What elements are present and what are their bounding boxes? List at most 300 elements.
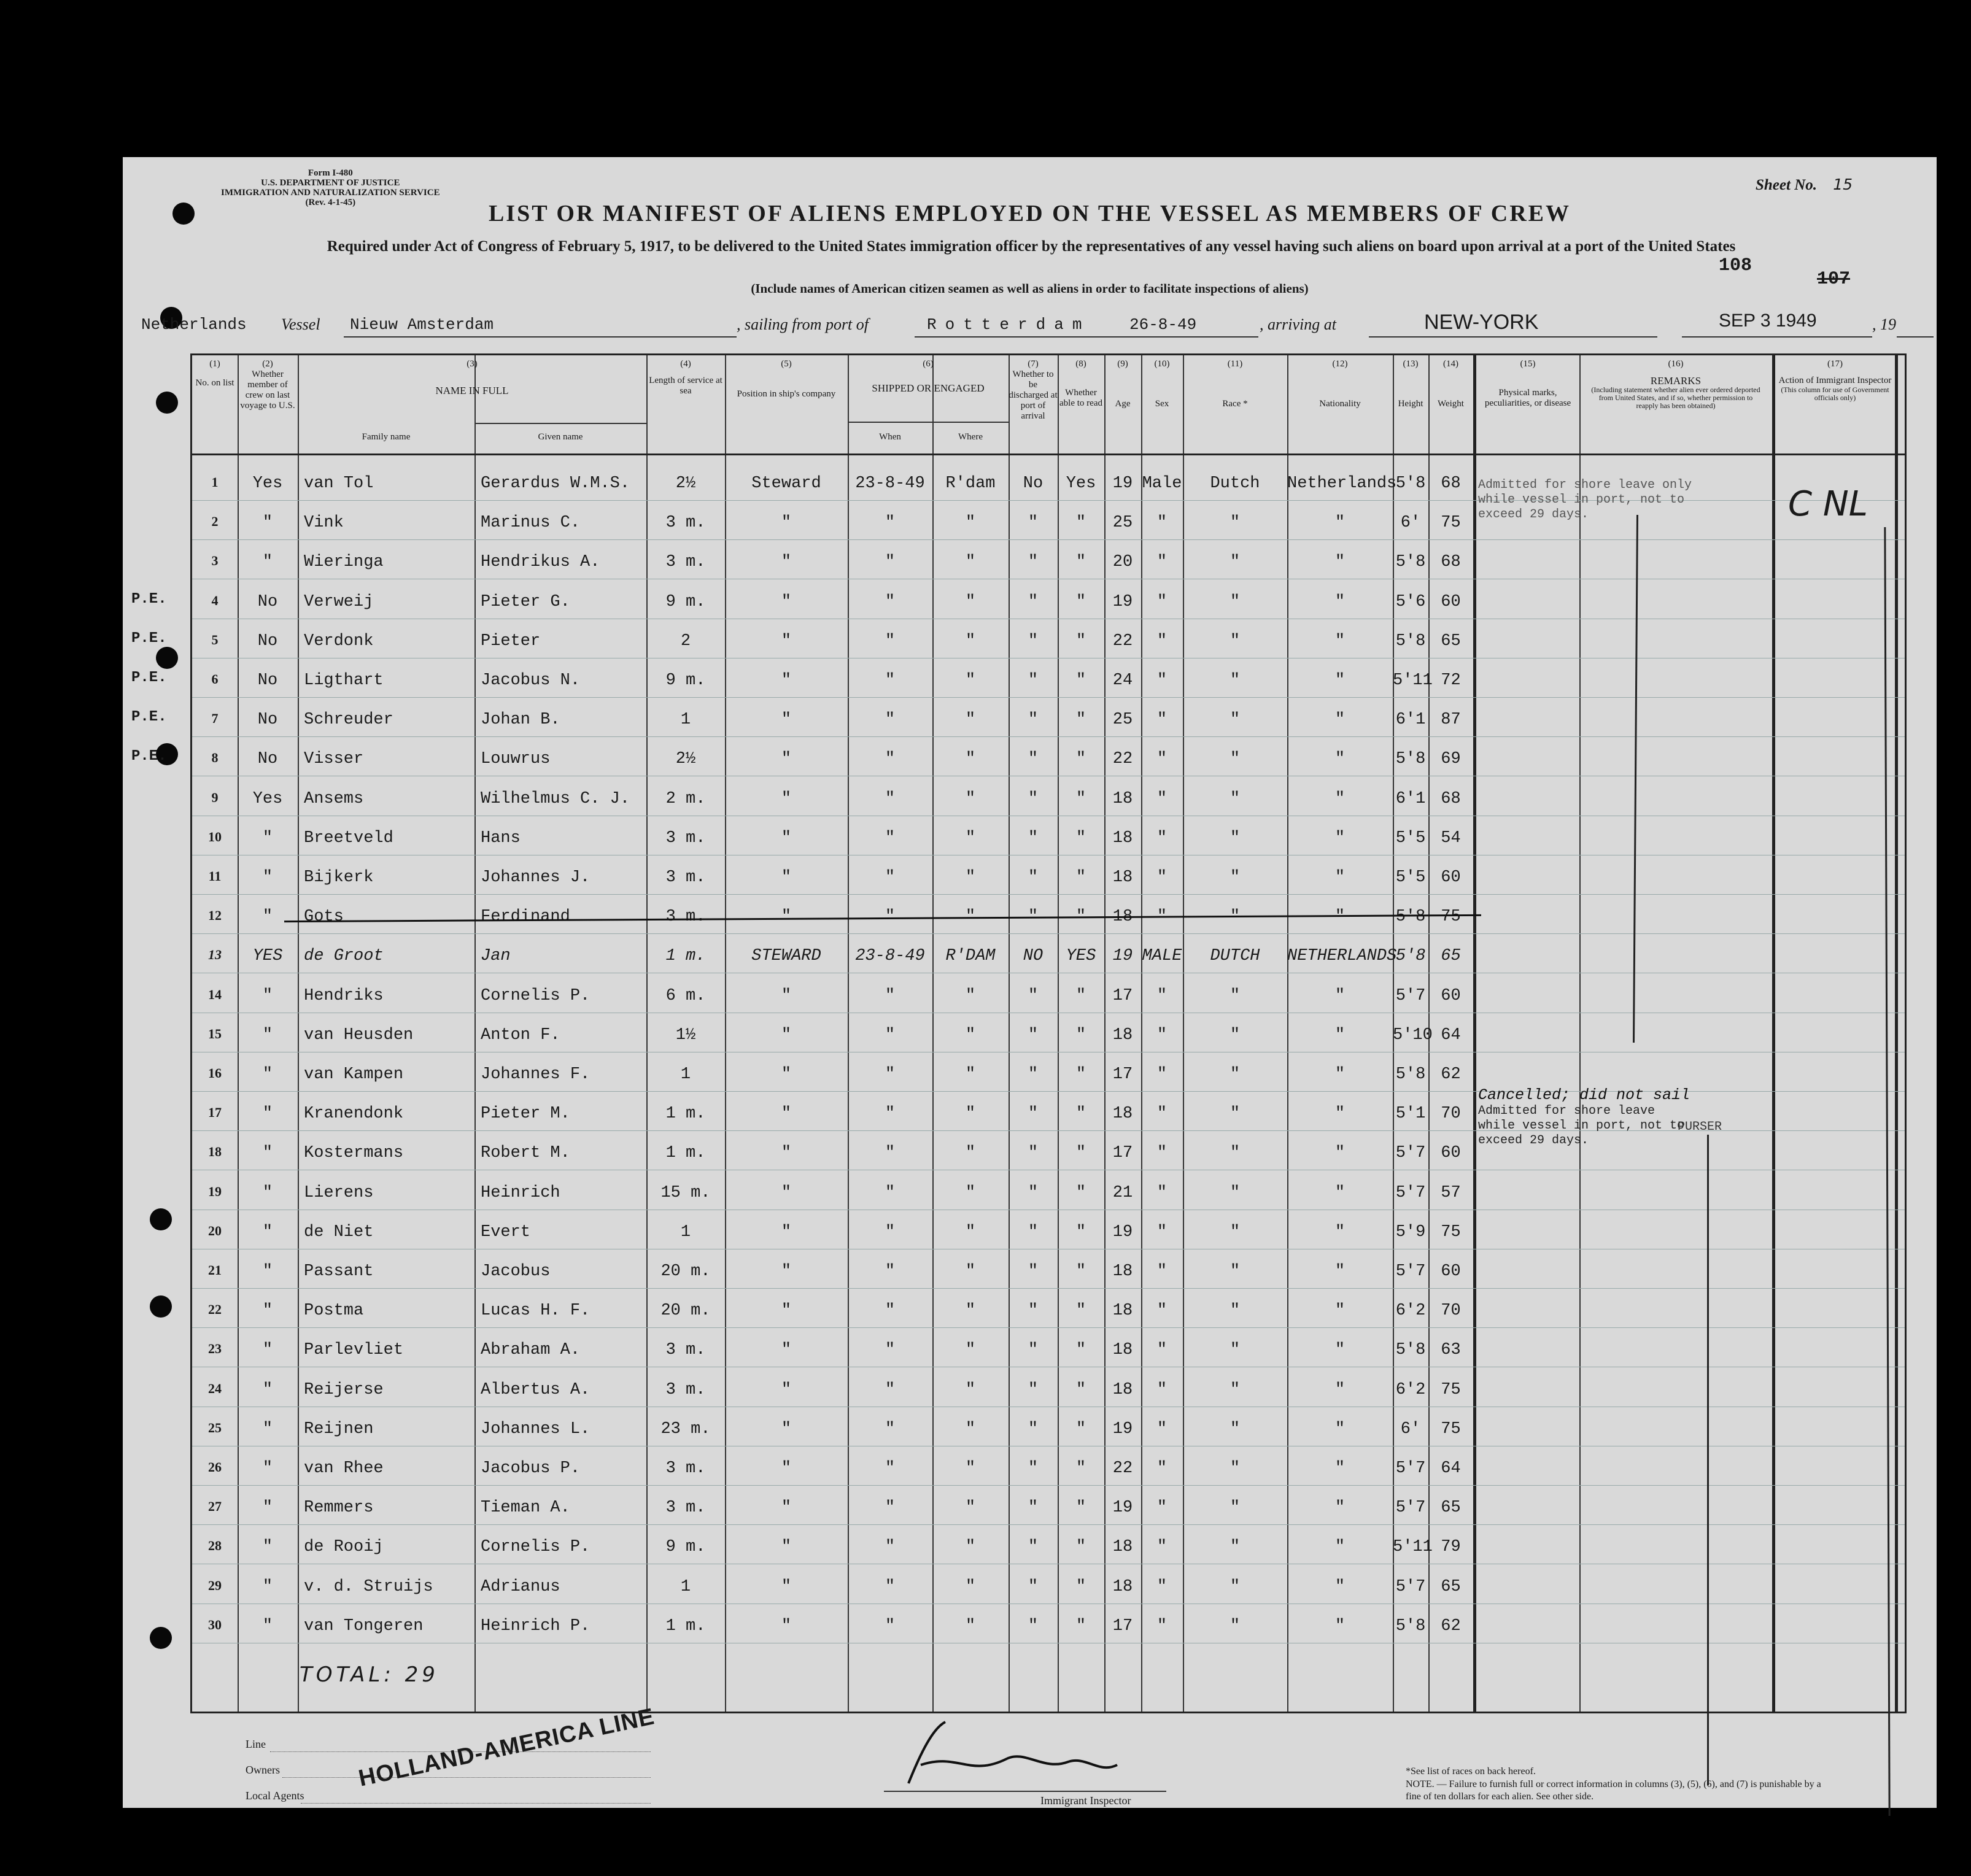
cell-discharged: " bbox=[1028, 868, 1039, 887]
form-number: Form I-480 bbox=[308, 168, 353, 178]
cell-nationality: " bbox=[1334, 868, 1346, 887]
table-row bbox=[192, 621, 1905, 660]
cell-sex: " bbox=[1156, 1262, 1167, 1281]
cell-when: " bbox=[885, 1105, 896, 1124]
cell-weight: 75 bbox=[1441, 1380, 1461, 1399]
cell-family: de Rooij bbox=[304, 1538, 384, 1557]
cell-no: 14 bbox=[208, 986, 222, 1002]
cell-family: Kranendonk bbox=[304, 1105, 404, 1124]
cell-no: 16 bbox=[208, 1065, 222, 1081]
cell-weight: 60 bbox=[1441, 592, 1461, 611]
year-label: , 19 bbox=[1872, 315, 1896, 333]
owners-label: Owners bbox=[246, 1764, 280, 1776]
header-col2-label: Whether member of crew on last voyage to U.S. bbox=[240, 369, 295, 411]
header-col2-num: (2) bbox=[262, 359, 273, 369]
cell-no: 2 bbox=[211, 514, 219, 530]
header-col10-num: (10) bbox=[1154, 359, 1170, 369]
cell-race: " bbox=[1229, 1183, 1241, 1202]
cell-race: " bbox=[1229, 1105, 1241, 1124]
header-col14-label: Weight bbox=[1438, 399, 1464, 409]
cell-no: 18 bbox=[208, 1144, 222, 1160]
cell-discharged: " bbox=[1028, 671, 1039, 690]
cell-read: " bbox=[1075, 711, 1086, 730]
cell-weight: 60 bbox=[1441, 1144, 1461, 1163]
cell-when: " bbox=[885, 592, 896, 611]
cell-given: Hendrikus A. bbox=[481, 553, 600, 572]
cell-position: " bbox=[781, 1105, 792, 1124]
cell-nationality: Netherlands bbox=[1287, 474, 1397, 493]
cell-given: Wilhelmus C. J. bbox=[481, 789, 630, 808]
cell-discharged: " bbox=[1028, 1616, 1039, 1635]
punch-hole bbox=[156, 647, 178, 669]
cell-where: " bbox=[965, 1380, 976, 1399]
departure-date: 26-8-49 bbox=[1129, 315, 1197, 334]
arrival-date-stamp: SEP 3 1949 bbox=[1719, 311, 1817, 331]
arriving-label: , arriving at bbox=[1260, 315, 1336, 333]
cell-given: Evert bbox=[481, 1222, 531, 1241]
cell-race: " bbox=[1229, 631, 1241, 650]
pe-mark: P.E. bbox=[131, 709, 167, 726]
cell-when: " bbox=[885, 1538, 896, 1557]
cell-no: 29 bbox=[208, 1577, 222, 1593]
cell-race: " bbox=[1229, 828, 1241, 847]
cell-read: " bbox=[1075, 750, 1086, 769]
pe-mark: P.E. bbox=[131, 590, 167, 608]
cell-discharged: " bbox=[1028, 1380, 1039, 1399]
header-col13-label: Height bbox=[1398, 399, 1423, 409]
cell-weight: 65 bbox=[1441, 1577, 1461, 1596]
cell-when: " bbox=[885, 1065, 896, 1084]
cell-where: " bbox=[965, 592, 976, 611]
pe-mark: P.E. bbox=[131, 630, 167, 647]
header-col17-label: Action of Immigrant Inspector bbox=[1778, 376, 1892, 385]
cell-family: Vink bbox=[304, 514, 344, 533]
cell-service: 23 m. bbox=[660, 1419, 711, 1438]
cell-sex: " bbox=[1156, 553, 1167, 572]
inspector-signature bbox=[884, 1716, 1191, 1789]
cell-weight: 65 bbox=[1441, 947, 1461, 966]
cell-weight: 75 bbox=[1441, 1222, 1461, 1241]
cell-family: Parlevliet bbox=[304, 1341, 404, 1360]
cell-sex: " bbox=[1156, 1183, 1167, 1202]
cell-sex: " bbox=[1156, 1419, 1167, 1438]
cell-discharged: " bbox=[1028, 1183, 1039, 1202]
cell-sex: " bbox=[1156, 592, 1167, 611]
cell-when: " bbox=[885, 1025, 896, 1044]
cell-age: 18 bbox=[1112, 1577, 1133, 1596]
cell-weight: 60 bbox=[1441, 1262, 1461, 1281]
cell-height: 5'8 bbox=[1395, 947, 1426, 966]
cell-when: " bbox=[885, 1144, 896, 1163]
table-row bbox=[192, 582, 1905, 621]
cell-family: Lierens bbox=[304, 1183, 374, 1202]
cell-where: " bbox=[965, 1538, 976, 1557]
cell-sex: " bbox=[1156, 1577, 1167, 1596]
header-col11-num: (11) bbox=[1227, 359, 1243, 369]
holland-america-stamp: HOLLAND-AMERICA LINE bbox=[356, 1704, 657, 1792]
header-col14 bbox=[1428, 359, 1473, 409]
cell-prev: " bbox=[262, 908, 273, 927]
cell-race: " bbox=[1229, 1419, 1241, 1438]
cell-read: " bbox=[1075, 1065, 1086, 1084]
remark-row13: Admitted for shore leave while vessel in port, not to exceed 29 days. bbox=[1478, 1104, 1685, 1148]
cell-when: " bbox=[885, 1499, 896, 1518]
cell-race: " bbox=[1229, 908, 1241, 927]
table-row bbox=[192, 660, 1905, 700]
cell-read: Yes bbox=[1066, 474, 1096, 493]
cell-discharged: " bbox=[1028, 592, 1039, 611]
cell-service: 1 bbox=[680, 1065, 691, 1084]
cell-family: Passant bbox=[304, 1262, 374, 1281]
crew-table bbox=[190, 353, 1907, 1713]
cell-age: 18 bbox=[1112, 868, 1133, 887]
cell-height: 5'7 bbox=[1395, 1144, 1426, 1163]
cell-given: Jan bbox=[481, 947, 511, 966]
cell-discharged: " bbox=[1028, 750, 1039, 769]
cell-no: 6 bbox=[211, 671, 219, 687]
cell-given: Lucas H. F. bbox=[481, 1302, 591, 1321]
header-col13-num: (13) bbox=[1403, 359, 1419, 369]
cell-race: DUTCH bbox=[1210, 947, 1260, 966]
cell-when: " bbox=[885, 671, 896, 690]
cell-service: 1 m. bbox=[665, 1105, 706, 1124]
cell-when: " bbox=[885, 1341, 896, 1360]
cell-discharged: " bbox=[1028, 1262, 1039, 1281]
cell-nationality: " bbox=[1334, 1419, 1346, 1438]
cell-nationality: " bbox=[1334, 1105, 1346, 1124]
cell-height: 5'7 bbox=[1395, 986, 1426, 1005]
cell-race: " bbox=[1229, 1499, 1241, 1518]
cell-family: Verweij bbox=[304, 592, 374, 611]
cell-no: 25 bbox=[208, 1419, 222, 1435]
cell-sex: " bbox=[1156, 908, 1167, 927]
cell-sex: " bbox=[1156, 1499, 1167, 1518]
cell-nationality: " bbox=[1334, 553, 1346, 572]
cell-service: 1½ bbox=[675, 1025, 696, 1044]
cell-age: 22 bbox=[1112, 631, 1133, 650]
cell-read: " bbox=[1075, 986, 1086, 1005]
cell-age: 19 bbox=[1112, 947, 1133, 966]
cell-prev: " bbox=[262, 1065, 273, 1084]
cell-age: 19 bbox=[1112, 1222, 1133, 1241]
cell-position: " bbox=[781, 868, 792, 887]
footer bbox=[123, 1704, 1937, 1808]
cell-position: " bbox=[781, 1065, 792, 1084]
cell-read: " bbox=[1075, 1025, 1086, 1044]
cell-where: " bbox=[965, 1065, 976, 1084]
cell-service: 3 m. bbox=[665, 1380, 706, 1399]
cell-where: " bbox=[965, 1222, 976, 1241]
remark-row12: Cancelled; did not sail bbox=[1478, 1086, 1690, 1104]
cell-where: " bbox=[965, 1459, 976, 1478]
header-col13 bbox=[1393, 359, 1428, 409]
cell-when: " bbox=[885, 908, 896, 927]
cell-height: 5'9 bbox=[1395, 1222, 1426, 1241]
cell-where: " bbox=[965, 1499, 976, 1518]
cell-where: " bbox=[965, 908, 976, 927]
cell-service: 2½ bbox=[675, 474, 696, 493]
cell-no: 19 bbox=[208, 1183, 222, 1199]
cell-no: 30 bbox=[208, 1616, 222, 1632]
cell-prev: " bbox=[262, 986, 273, 1005]
cell-given: Johannes J. bbox=[481, 868, 591, 887]
cell-discharged: " bbox=[1028, 1025, 1039, 1044]
header-col16 bbox=[1579, 359, 1772, 410]
cell-age: 19 bbox=[1112, 592, 1133, 611]
cell-when: " bbox=[885, 1262, 896, 1281]
cell-read: " bbox=[1075, 1459, 1086, 1478]
header-col15-label: Physical marks, peculiarities, or disease bbox=[1484, 388, 1571, 408]
cell-given: Ferdinand bbox=[481, 908, 570, 927]
table-row bbox=[192, 1015, 1905, 1054]
cell-age: 18 bbox=[1112, 1341, 1133, 1360]
cell-race: " bbox=[1229, 1025, 1241, 1044]
cell-given: Pieter M. bbox=[481, 1105, 570, 1124]
header-col17-num: (17) bbox=[1827, 359, 1843, 369]
cell-height: 6'2 bbox=[1395, 1380, 1426, 1399]
cell-age: 18 bbox=[1112, 1025, 1133, 1044]
cell-family: van Tongeren bbox=[304, 1616, 424, 1635]
cell-discharged: " bbox=[1028, 631, 1039, 650]
cell-given: Hans bbox=[481, 828, 521, 847]
cell-weight: 65 bbox=[1441, 631, 1461, 650]
cell-where: " bbox=[965, 750, 976, 769]
cell-height: 5'11 bbox=[1393, 671, 1433, 690]
cell-weight: 60 bbox=[1441, 986, 1461, 1005]
cell-age: 18 bbox=[1112, 908, 1133, 927]
cell-service: 9 m. bbox=[665, 671, 706, 690]
header-col10 bbox=[1141, 359, 1183, 409]
cell-read: " bbox=[1075, 1499, 1086, 1518]
header-col16-sub: (Including statement whether alien ever ordered deported from United States, and if so, whether permission to reapply has been obtained) bbox=[1591, 385, 1760, 410]
cell-age: 22 bbox=[1112, 1459, 1133, 1478]
cell-position: " bbox=[781, 1380, 792, 1399]
cell-weight: 68 bbox=[1441, 553, 1461, 572]
cell-sex: " bbox=[1156, 1380, 1167, 1399]
cell-when: " bbox=[885, 1183, 896, 1202]
cell-given: Marinus C. bbox=[481, 514, 581, 533]
table-row bbox=[192, 1291, 1905, 1330]
pe-mark: P.E. bbox=[131, 748, 167, 765]
cell-age: 25 bbox=[1112, 711, 1133, 730]
cell-sex: " bbox=[1156, 1144, 1167, 1163]
cell-service: 20 m. bbox=[660, 1262, 711, 1281]
cell-family: Remmers bbox=[304, 1499, 374, 1518]
cell-given: Gerardus W.M.S. bbox=[481, 474, 630, 493]
cell-height: 6'2 bbox=[1395, 1302, 1426, 1321]
cell-nationality: " bbox=[1334, 1222, 1346, 1241]
cell-position: STEWARD bbox=[751, 947, 821, 966]
cell-given: Johan B. bbox=[481, 711, 560, 730]
header-family-name: Family name bbox=[362, 432, 411, 442]
cell-discharged: " bbox=[1028, 1341, 1039, 1360]
vessel-label: Vessel bbox=[281, 315, 320, 333]
cell-sex: " bbox=[1156, 1222, 1167, 1241]
cell-nationality: " bbox=[1334, 1499, 1346, 1518]
cell-nationality: " bbox=[1334, 1616, 1346, 1635]
cell-sex: Male bbox=[1142, 474, 1182, 493]
cell-read: " bbox=[1075, 1302, 1086, 1321]
cell-family: van Rhee bbox=[304, 1459, 384, 1478]
cell-prev: " bbox=[262, 553, 273, 572]
table-row bbox=[192, 1488, 1905, 1527]
cell-nationality: " bbox=[1334, 592, 1346, 611]
cell-sex: " bbox=[1156, 1105, 1167, 1124]
cell-no: 13 bbox=[208, 947, 222, 963]
cell-race: " bbox=[1229, 1616, 1241, 1635]
header-col9-num: (9) bbox=[1117, 359, 1128, 369]
header-col4 bbox=[646, 359, 725, 396]
vessel-flag: Netherlands bbox=[141, 315, 247, 334]
cell-no: 24 bbox=[208, 1380, 222, 1396]
cell-race: " bbox=[1229, 1380, 1241, 1399]
sailing-label: , sailing from port of bbox=[737, 315, 869, 333]
cell-age: 18 bbox=[1112, 1380, 1133, 1399]
cell-no: 28 bbox=[208, 1538, 222, 1554]
cell-family: de Niet bbox=[304, 1222, 374, 1241]
cell-race: " bbox=[1229, 1538, 1241, 1557]
include-note: (Include names of American citizen seamen as well as aliens in order to facilitate inspections of aliens) bbox=[751, 281, 1309, 296]
cell-discharged: " bbox=[1028, 1538, 1039, 1557]
cell-age: 19 bbox=[1112, 474, 1133, 493]
cell-family: Reijnen bbox=[304, 1419, 374, 1438]
cell-discharged: No bbox=[1023, 474, 1044, 493]
punch-hole bbox=[156, 392, 178, 414]
cell-position: " bbox=[781, 750, 792, 769]
table-row bbox=[192, 1370, 1905, 1409]
cell-no: 5 bbox=[211, 631, 219, 647]
cell-when: " bbox=[885, 1459, 896, 1478]
cell-when: " bbox=[885, 986, 896, 1005]
cell-service: 3 m. bbox=[665, 514, 706, 533]
cell-read: " bbox=[1075, 631, 1086, 650]
cell-service: 1 bbox=[680, 1577, 691, 1596]
cell-read: " bbox=[1075, 1341, 1086, 1360]
cell-weight: 70 bbox=[1441, 1105, 1461, 1124]
cell-family: Breetveld bbox=[304, 828, 393, 847]
cell-when: " bbox=[885, 1616, 896, 1635]
cell-sex: " bbox=[1156, 1025, 1167, 1044]
cell-no: 17 bbox=[208, 1105, 222, 1121]
cell-discharged: NO bbox=[1023, 947, 1044, 966]
cell-given: Pieter G. bbox=[481, 592, 570, 611]
cell-sex: " bbox=[1156, 514, 1167, 533]
cell-prev: No bbox=[257, 631, 278, 650]
cell-family: van Heusden bbox=[304, 1025, 414, 1044]
cell-race: " bbox=[1229, 1341, 1241, 1360]
cell-race: " bbox=[1229, 1262, 1241, 1281]
cell-weight: 68 bbox=[1441, 789, 1461, 808]
cell-age: 25 bbox=[1112, 514, 1133, 533]
cell-when: " bbox=[885, 1419, 896, 1438]
cell-service: 3 m. bbox=[665, 828, 706, 847]
cell-read: " bbox=[1075, 671, 1086, 690]
table-row bbox=[192, 1527, 1905, 1566]
cell-no: 11 bbox=[208, 868, 222, 884]
header-col15 bbox=[1476, 359, 1579, 409]
header-col8-label: Whether able to read bbox=[1059, 388, 1102, 408]
cell-when: " bbox=[885, 1222, 896, 1241]
cell-prev: " bbox=[262, 1144, 273, 1163]
cell-when: " bbox=[885, 1302, 896, 1321]
cell-discharged: " bbox=[1028, 789, 1039, 808]
cell-sex: " bbox=[1156, 828, 1167, 847]
stamp-number-crossed: 107 bbox=[1817, 269, 1851, 290]
cell-read: " bbox=[1075, 1183, 1086, 1202]
header-col16-num: (16) bbox=[1668, 359, 1684, 369]
cell-service: 6 m. bbox=[665, 986, 706, 1005]
cell-position: " bbox=[781, 1222, 792, 1241]
header-when: When bbox=[879, 432, 901, 442]
cell-family: Visser bbox=[304, 750, 364, 769]
cell-no: 21 bbox=[208, 1262, 222, 1278]
cell-height: 6' bbox=[1400, 514, 1421, 533]
cell-given: Pieter bbox=[481, 631, 541, 650]
cell-race: " bbox=[1229, 986, 1241, 1005]
cell-age: 18 bbox=[1112, 1262, 1133, 1281]
cell-prev: No bbox=[257, 750, 278, 769]
table-row bbox=[192, 1173, 1905, 1212]
cell-height: 6'1 bbox=[1395, 789, 1426, 808]
cell-no: 22 bbox=[208, 1302, 222, 1318]
cell-nationality: " bbox=[1334, 671, 1346, 690]
header-col11-label: Race * bbox=[1222, 399, 1248, 409]
cell-service: 15 m. bbox=[660, 1183, 711, 1202]
cell-height: 5'7 bbox=[1395, 1577, 1426, 1596]
cell-family: Ligthart bbox=[304, 671, 384, 690]
cell-read: " bbox=[1075, 1538, 1086, 1557]
cell-age: 19 bbox=[1112, 1499, 1133, 1518]
cell-discharged: " bbox=[1028, 514, 1039, 533]
cell-height: 5'8 bbox=[1395, 1341, 1426, 1360]
cell-height: 5'8 bbox=[1395, 631, 1426, 650]
cell-sex: " bbox=[1156, 789, 1167, 808]
cell-position: " bbox=[781, 711, 792, 730]
cell-sex: " bbox=[1156, 671, 1167, 690]
cell-where: " bbox=[965, 631, 976, 650]
cell-no: 8 bbox=[211, 750, 219, 766]
cell-where: " bbox=[965, 711, 976, 730]
header-col5-label: Position in ship's company bbox=[737, 389, 836, 399]
cell-position: " bbox=[781, 514, 792, 533]
cell-read: " bbox=[1075, 1105, 1086, 1124]
cell-discharged: " bbox=[1028, 553, 1039, 572]
header-col4-label: Length of service at sea bbox=[649, 376, 722, 396]
punch-hole bbox=[150, 1295, 172, 1318]
cell-weight: 57 bbox=[1441, 1183, 1461, 1202]
cell-height: 5'5 bbox=[1395, 828, 1426, 847]
cell-race: " bbox=[1229, 711, 1241, 730]
cell-weight: 68 bbox=[1441, 474, 1461, 493]
cell-discharged: " bbox=[1028, 1222, 1039, 1241]
table-row bbox=[192, 1567, 1905, 1606]
cell-sex: " bbox=[1156, 711, 1167, 730]
header-col16-label: REMARKS bbox=[1650, 375, 1702, 387]
cell-height: 5'7 bbox=[1395, 1183, 1426, 1202]
cell-service: 1 m. bbox=[665, 1144, 706, 1163]
cell-no: 12 bbox=[208, 908, 222, 924]
cell-sex: MALE bbox=[1142, 947, 1182, 966]
header-col8 bbox=[1058, 359, 1104, 409]
cell-position: " bbox=[781, 1183, 792, 1202]
header-where: Where bbox=[958, 432, 983, 442]
cell-prev: Yes bbox=[252, 789, 283, 808]
header-col11 bbox=[1183, 359, 1287, 409]
stamp-number: 108 bbox=[1719, 255, 1752, 276]
cell-when: " bbox=[885, 553, 896, 572]
cell-sex: " bbox=[1156, 631, 1167, 650]
form-service: IMMIGRATION AND NATURALIZATION SERVICE bbox=[221, 188, 440, 198]
